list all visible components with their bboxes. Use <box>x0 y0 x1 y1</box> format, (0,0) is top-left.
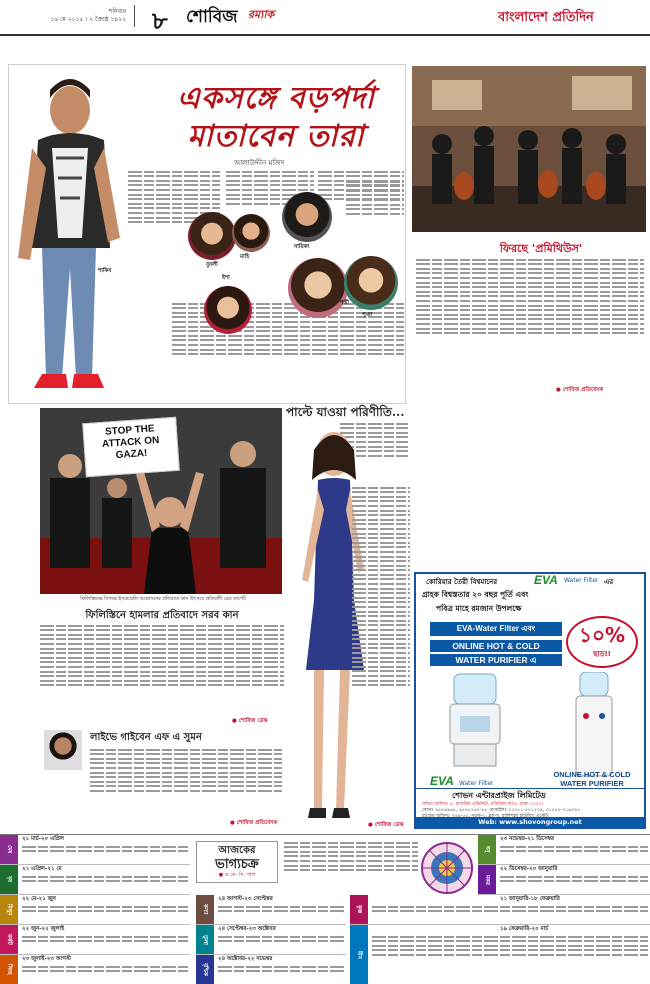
ad-line2: গ্রাহক বিশ্বস্ততার ২০ বছর পূর্তি এবং <box>422 590 529 599</box>
zodiac-body-meen <box>372 933 648 959</box>
zodiac-mithun <box>0 895 190 925</box>
bubly-photo <box>188 212 236 260</box>
cannes-headline: ফিলিস্তিনে হামলার প্রতিবাদে সরব কান <box>85 610 239 621</box>
zodiac-name-dhanu: ধনু <box>478 835 496 864</box>
ad-office1: সভিস অফিসঃ ৪, রাজউক এভিনিউ, মতিঝিল বা/এ, ঢাকা-১০০০। <box>422 802 544 807</box>
ad-header <box>416 574 644 588</box>
mahi-photo <box>232 214 270 252</box>
zodiac-head-tula: ২৪ সেপ্টেম্বর-২৩ অক্টোবর <box>218 926 276 932</box>
zodiac-body-kanya <box>218 903 344 915</box>
zodiac-wheel <box>420 841 474 895</box>
prometheus-headline: ফিরছে 'প্রমিথিউস' <box>499 242 583 255</box>
prometheus-byline: ● শোবিজ প্রতিবেদক <box>556 387 604 393</box>
discount-badge <box>566 616 638 668</box>
prometheus-band-photo <box>412 66 646 232</box>
parineeti-text-col <box>352 484 410 824</box>
caption-bubly: বুবলী <box>206 262 218 268</box>
gaza-sign-text: STOP THE ATTACK ON GAZA! <box>101 423 160 462</box>
shakib-photo <box>12 68 124 396</box>
cannes-text <box>40 622 284 728</box>
horoscope-section <box>0 834 650 984</box>
horoscope-title-box <box>196 841 278 883</box>
actor-photo <box>282 192 332 242</box>
ad-offer-product: EVA-Water Filter এবং <box>430 622 562 636</box>
discount-suffix: ছাড়!! <box>593 650 611 658</box>
page-number: ৮ <box>152 6 168 35</box>
hot-cold-purifier-product <box>572 672 616 778</box>
page-divider <box>134 5 148 27</box>
ad-website[interactable]: Web: www.shovongroup.net <box>416 817 644 827</box>
live-byline: ● শোবিজ প্রতিবেদক <box>230 820 278 826</box>
zodiac-singha <box>0 955 190 984</box>
zodiac-name-brish: বৃষ <box>0 865 18 894</box>
zodiac-makar <box>478 865 650 895</box>
zodiac-name-meen: মীন <box>350 925 368 984</box>
zodiac-body-brishchik <box>218 963 344 975</box>
horoscope-intro <box>284 839 418 893</box>
zodiac-kanya <box>196 895 346 925</box>
zodiac-meen <box>350 925 650 984</box>
sumon-photo <box>44 730 82 770</box>
zodiac-name-kumbha: কুম্ভ <box>350 895 368 924</box>
main-headline: একসঙ্গে বড়পর্দা মাতাবেন তারা <box>177 81 375 154</box>
zodiac-body-mithun <box>22 903 188 915</box>
zodiac-name-karkat: কর্কট <box>0 925 18 954</box>
zodiac-name-mithun: মিথুন <box>0 895 18 924</box>
ad-office2: ফোনঃ ৯৫৫৬৯৬৮, ৯৫৬১২৬৭-৮৮ মোবাইলঃ ০১৭১১-৫৭১২০৯, ০১৫৫২-৩১৬০৯৭ <box>422 808 581 813</box>
zodiac-tula <box>196 925 346 955</box>
caption-shakib: শাকিব <box>98 268 112 274</box>
newspaper-logo: বাংলাদেশ প্রতিদিন <box>498 10 594 25</box>
zodiac-body-dhanu <box>500 843 648 855</box>
main-author: আলাউদ্দীন মজিদ <box>234 159 285 167</box>
zodiac-head-kumbha: ২১ জানুয়ারি-১৮ ফেব্রুয়ারি <box>500 896 560 902</box>
horoscope-title-2: ভাগ্যচক্র <box>215 857 259 872</box>
ad-korea-text: কোরিয়ার তৈরী বিশ্বমানের <box>426 578 498 586</box>
ad-product-label <box>544 770 640 788</box>
shammi-photo <box>288 258 348 318</box>
zodiac-kumbha <box>350 895 650 925</box>
zodiac-body-makar <box>500 873 648 885</box>
zodiac-head-kanya: ২৪ আগস্ট-২৩ সেপ্টেম্বর <box>218 896 273 902</box>
parineeti-headline: পাল্টে যাওয়া পরিণীতি... <box>286 405 405 419</box>
ad-eva-logo <box>430 770 493 789</box>
prometheus-text <box>416 256 644 384</box>
zodiac-head-karkat: ২২ জুন-২২ জুলাই <box>22 926 65 932</box>
gaza-protest-sign <box>82 417 180 477</box>
caption-isha: ইশা <box>222 275 230 281</box>
zodiac-body-kumbha <box>372 903 648 915</box>
discount-value: ১০% <box>578 623 626 647</box>
page-header <box>0 0 650 36</box>
cannes-byline: ● শোবিজ ডেস্ক <box>232 718 268 724</box>
zodiac-brish <box>0 865 190 895</box>
caption-actor: নায়িকা <box>294 244 310 250</box>
ad-product-label-1: ONLINE HOT & COLD <box>553 770 631 779</box>
zodiac-body-karkat <box>22 933 188 945</box>
ad-offer-line1: ONLINE HOT & COLD <box>430 640 562 652</box>
section-title: শোবিজ <box>186 7 238 27</box>
zodiac-name-singha: সিংহ <box>0 955 18 984</box>
zodiac-head-brishchik: ২৪ অক্টোবর-২২ নভেম্বর <box>218 956 273 962</box>
zodiac-mesh <box>0 835 190 865</box>
ad-company: শোভন এন্টারপ্রাইজ লিমিটেড <box>452 791 546 800</box>
zodiac-head-mesh: ২১ মার্চ-২০ এপ্রিল <box>22 836 64 842</box>
zodiac-body-brish <box>22 873 188 885</box>
cannes-caption: ফিলিস্তিনের বিপক্ষে ইসরায়েলি আগ্রাসনের প্রতিবাদে কান উৎসবে প্রতিবাদী রেড কার্পেট <box>80 597 246 602</box>
zodiac-karkat <box>0 925 190 955</box>
section-logo: রম্যাক <box>248 8 275 21</box>
water-filter-product <box>440 672 510 768</box>
ad-offer-line2: WATER PURIFIER এ <box>430 654 562 666</box>
zodiac-name-makar: মকর <box>478 865 496 894</box>
zodiac-brishchik <box>196 955 346 984</box>
ad-company-bar <box>416 788 644 800</box>
eva-water-filter-ad[interactable] <box>414 572 646 829</box>
ad-brand: EVA <box>534 573 558 587</box>
live-headline: লাইভে গাইবেন এফ এ সুমন <box>90 732 202 743</box>
zodiac-name-mesh: মেষ <box>0 835 18 864</box>
zodiac-head-makar: ২২ ডিসেম্বর-২০ জানুয়ারি <box>500 866 558 872</box>
zodiac-head-singha: ২৩ জুলাই-২৩ আগস্ট <box>22 956 71 962</box>
zodiac-name-tula: তুলা <box>196 925 214 954</box>
zodiac-body-singha <box>22 963 188 975</box>
zodiac-dhanu <box>478 835 650 865</box>
live-text <box>90 746 282 822</box>
ad-eva-logo-brand: EVA <box>430 774 454 788</box>
zodiac-head-dhanu: ২৩ নভেম্বর-২১ ডিসেম্বর <box>500 836 554 842</box>
zodiac-name-brishchik: বৃশ্চিক <box>196 955 214 984</box>
ad-tail: এর <box>604 578 614 586</box>
zodiac-head-mithun: ২২ মে-২১ জুন <box>22 896 56 902</box>
main-text-col-4 <box>346 178 404 240</box>
ad-eva-logo-sub: Water Filter <box>458 780 494 787</box>
horoscope-title-1: আজকের <box>218 845 256 856</box>
parineeti-byline: ● শোবিজ ডেস্ক <box>368 822 404 828</box>
caption-puja: পূজা <box>362 312 373 318</box>
ad-brand-sub: Water Filter <box>564 577 599 584</box>
caption-mahi: মাহি <box>240 254 250 260</box>
zodiac-head-brish: ২১ এপ্রিল-২১ মে <box>22 866 62 872</box>
isha-photo <box>204 286 252 334</box>
zodiac-body-tula <box>218 933 344 945</box>
horoscope-author: ● ঙ কে. সি. পাল <box>218 872 256 878</box>
zodiac-name-kanya: কন্যা <box>196 895 214 924</box>
zodiac-head-meen: ১৯ ফেব্রুয়ারি-২০ মার্চ <box>500 926 549 932</box>
caption-shammi: শম্মী <box>340 300 349 306</box>
ad-product-label-2: WATER PURIFIER <box>560 779 624 788</box>
issue-date: শনিবার ১৬ মে ২০১৫ । ২ জ্যৈষ্ঠ ১৪২২ <box>50 8 126 23</box>
zodiac-body-mesh <box>22 843 188 855</box>
ad-line3: পবিত্র মাহে রমজান উপলক্ষে <box>436 604 522 613</box>
puja-photo <box>344 256 398 310</box>
